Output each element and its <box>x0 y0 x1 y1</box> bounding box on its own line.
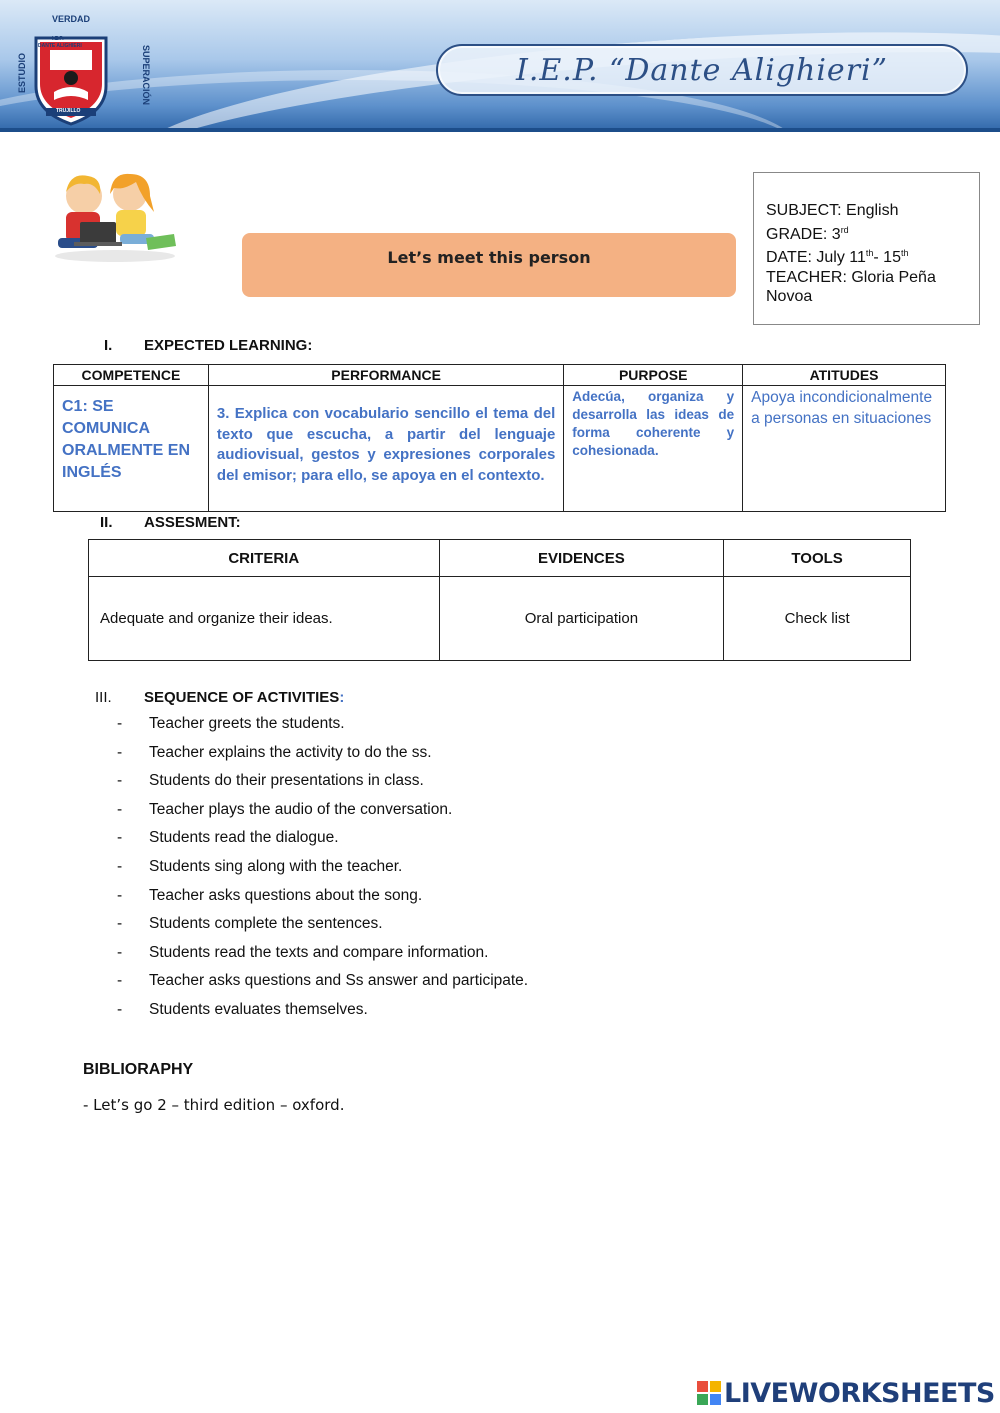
activity-text: Students do their presentations in class. <box>149 772 424 790</box>
table-row <box>54 386 946 512</box>
list-bullet: - <box>117 800 123 818</box>
school-name-badge <box>436 44 968 96</box>
teacher-line-continued: Novoa <box>766 288 813 305</box>
list-bullet: - <box>117 972 123 990</box>
table-header-row <box>54 365 946 386</box>
section-activities-colon: : <box>339 689 345 706</box>
list-bullet: - <box>117 829 123 847</box>
header-competence: COMPETENCE <box>54 365 209 386</box>
header-attitudes: ATITUDES <box>743 365 946 386</box>
tools-cell: Check list <box>724 577 911 661</box>
activity-text: Teacher asks questions and Ss answer and participate. <box>149 972 529 990</box>
list-item <box>117 714 528 743</box>
children-laptop-illustration <box>50 168 180 264</box>
criteria-cell: Adequate and organize their ideas. <box>89 577 440 661</box>
section-activities-number: III. <box>95 689 112 706</box>
grade-value: GRADE: 3 <box>766 225 841 243</box>
shield-bottom-label: TRUJILLO <box>56 108 81 114</box>
list-item <box>117 943 528 972</box>
activity-text: Teacher greets the students. <box>149 715 345 732</box>
expected-learning-table <box>53 364 946 512</box>
grade-line <box>766 221 976 245</box>
shield-inner-name: DANTE ALIGHIERI <box>38 43 82 49</box>
activity-text: Students sing along with the teacher. <box>149 857 403 875</box>
section-activities-heading <box>144 689 344 706</box>
lesson-title-banner <box>242 233 736 297</box>
teacher-line: TEACHER: Gloria Peña <box>766 268 936 286</box>
list-bullet: - <box>117 886 123 904</box>
banner-divider <box>0 128 1000 132</box>
shield-left-label: ESTUDIO <box>17 52 28 94</box>
grade-suffix: rd <box>840 224 849 235</box>
lesson-title: Let’s meet this person <box>387 248 591 267</box>
bibliography-title: BIBLIORAPHY <box>83 1061 194 1078</box>
list-bullet: - <box>117 943 123 961</box>
section-expected-learning-number: I. <box>104 337 113 354</box>
activity-text: Teacher explains the activity to do the ss. <box>149 743 432 761</box>
activity-text: Teacher plays the audio of the conversation. <box>149 800 453 818</box>
list-item <box>117 857 528 886</box>
header-criteria: CRITERIA <box>89 540 440 577</box>
list-bullet: - <box>117 715 123 732</box>
list-item <box>117 771 528 800</box>
section-activities-title: SEQUENCE OF ACTIVITIES <box>144 689 340 706</box>
activity-text: Students read the texts and compare information. <box>149 943 489 961</box>
activities-list <box>117 714 528 1029</box>
date-end: - 15 <box>873 249 901 266</box>
activity-text: Students read the dialogue. <box>149 829 339 847</box>
header-banner <box>0 0 1000 132</box>
list-item <box>117 1000 528 1029</box>
school-shield-logo <box>12 12 152 122</box>
performance-cell: 3. Explica con vocabulario sencillo el tema del texto que escucha, a partir del lenguaje audiovisual, gestos y expresiones corporales del emisor; para ello, se apoya en el contexto. <box>208 386 563 512</box>
section-assessment-title: ASSESMENT: <box>144 514 241 531</box>
shield-right-label: SUPERACIÓN <box>141 44 152 106</box>
header-purpose: PURPOSE <box>564 365 743 386</box>
list-item <box>117 914 528 943</box>
header-tools: TOOLS <box>724 540 911 577</box>
list-item <box>117 743 528 772</box>
activity-text: Students complete the sentences. <box>149 915 383 933</box>
evidences-cell: Oral participation <box>439 577 724 661</box>
list-item <box>117 971 528 1000</box>
date-end-suffix: th <box>900 248 909 258</box>
purpose-cell: Adecúa, organiza y desarrolla las ideas de forma coherente y cohesionada. <box>564 386 743 512</box>
shield-inner-top: I.E.P. <box>52 36 64 42</box>
list-bullet: - <box>117 857 123 875</box>
header-performance: PERFORMANCE <box>208 365 563 386</box>
attitudes-cell: Apoya incondicionalmente a personas en situaciones <box>743 386 946 512</box>
activity-text: Teacher asks questions about the song. <box>149 886 423 904</box>
header-evidences: EVIDENCES <box>439 540 724 577</box>
liveworksheets-icon <box>697 1381 721 1405</box>
table-row <box>89 577 911 661</box>
list-bullet: - <box>117 915 123 933</box>
liveworksheets-logo <box>697 1377 995 1409</box>
competence-cell: C1: SE COMUNICA ORALMENTE EN INGLÉS <box>54 386 209 512</box>
class-info <box>766 201 976 307</box>
assessment-table <box>88 539 911 661</box>
list-item <box>117 886 528 915</box>
class-info-box <box>753 172 980 325</box>
subject-line: SUBJECT: English <box>766 202 899 219</box>
date-start-suffix: th <box>865 248 874 258</box>
list-bullet: - <box>117 1000 123 1018</box>
table-header-row <box>89 540 911 577</box>
list-bullet: - <box>117 772 123 790</box>
liveworksheets-brand: LIVEWORKSHEETS <box>724 1377 995 1409</box>
activity-text: Students evaluates themselves. <box>149 1000 368 1018</box>
section-assessment-number: II. <box>100 514 113 531</box>
school-name: I.E.P. “Dante Alighieri” <box>516 53 888 88</box>
section-expected-learning-title: EXPECTED LEARNING: <box>144 337 313 354</box>
date-line <box>766 244 976 268</box>
list-item <box>117 800 528 829</box>
list-bullet: - <box>117 743 123 761</box>
date-start: DATE: July 11 <box>766 249 866 266</box>
list-item <box>117 828 528 857</box>
bibliography-item: - Let’s go 2 – third edition – oxford. <box>83 1096 345 1114</box>
shield-top-label: VERDAD <box>52 14 91 24</box>
